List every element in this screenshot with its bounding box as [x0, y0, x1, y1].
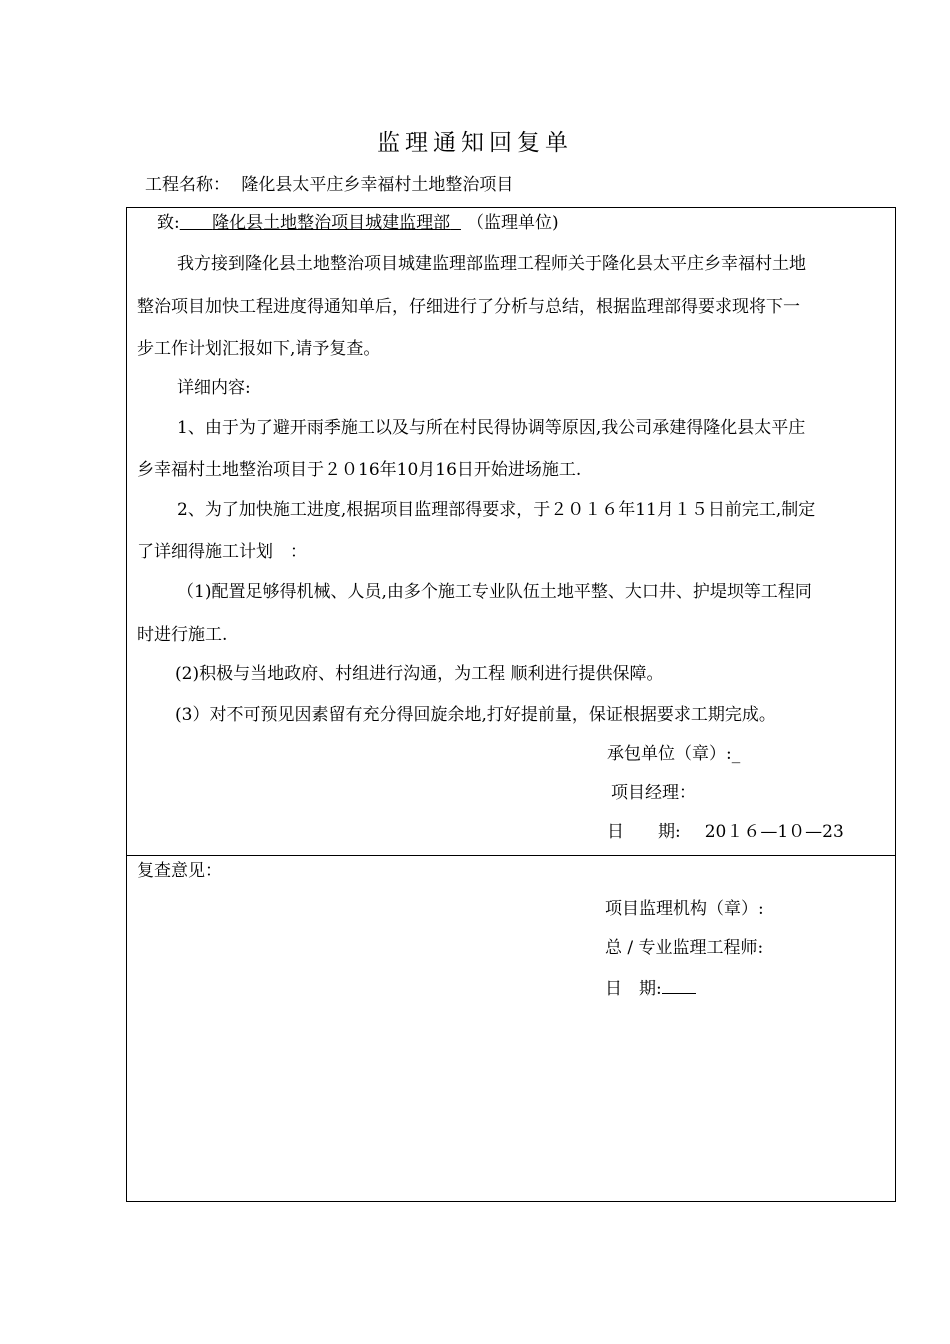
sub-item-2: (2)积极与当地政府、村组进行沟通，为工程 顺利进行提供保障。: [175, 664, 664, 684]
supervision-engineer-label: 总 / 专业监理工程师:: [605, 938, 764, 958]
review-opinion-section: [126, 855, 896, 1202]
item-1-line-2: 乡幸福村土地整治项目于２０16年10月16日开始进场施工.: [137, 460, 582, 480]
addressee-suffix: （监理单位): [466, 213, 559, 233]
review-date-blank: [662, 976, 696, 994]
sub-item-3: (3）对不可预见因素留有充分得回旋余地,打好提前量，保证根据要求工期完成。: [175, 705, 776, 725]
contractor-seal-label: 承包单位（章）:_: [607, 744, 741, 764]
project-manager-label: 项目经理：: [611, 783, 696, 803]
supervision-unit: 隆化县土地整治项目城建监理部: [212, 213, 451, 233]
document-title: 监理通知回复单: [377, 130, 573, 156]
detail-label: 详细内容:: [177, 378, 251, 398]
item-1-line-1: 1、由于为了避开雨季施工以及与所在村民得协调等原因,我公司承建得隆化县太平庄: [177, 418, 806, 438]
supervision-org-seal-label: 项目监理机构（章）:: [605, 899, 764, 919]
addressee-label: 致:: [157, 213, 180, 233]
item-2-line-2: 了详细得施工计划 ：: [137, 542, 307, 562]
submission-date-value: 20１６—1０—23: [704, 822, 844, 842]
review-date-label: 日 期:: [605, 979, 662, 999]
review-date-line: [605, 976, 696, 1000]
paragraph-1-line-2: 整治项目加快工程进度得通知单后，仔细进行了分析与总结，根据监理部得要求现将下一: [137, 297, 800, 317]
item-2-line-1: 2、为了加快施工进度,根据项目监理部得要求，于２０１６年11月１５日前完工,制定: [177, 500, 816, 520]
review-opinion-label: 复查意见：: [137, 861, 222, 881]
paragraph-1-line-3: 步工作计划汇报如下,请予复查。: [137, 339, 381, 359]
submission-date-label: 日 期:: [607, 822, 681, 842]
addressee-line: [157, 212, 559, 234]
submission-date-line: [607, 821, 844, 843]
project-label: 工程名称：: [145, 175, 230, 195]
notice-reply-section: [126, 207, 896, 856]
paragraph-1-line-1: 我方接到隆化县土地整治项目城建监理部监理工程师关于隆化县太平庄乡幸福村土地: [177, 254, 806, 274]
sub-item-1-line-1: （1)配置足够得机械、人员,由多个施工专业队伍土地平整、大口井、护堤坝等工程同: [177, 582, 812, 602]
project-name: 隆化县太平庄乡幸福村土地整治项目: [241, 175, 514, 195]
project-line: [145, 170, 513, 195]
sub-item-1-line-2: 时进行施工.: [137, 625, 228, 645]
